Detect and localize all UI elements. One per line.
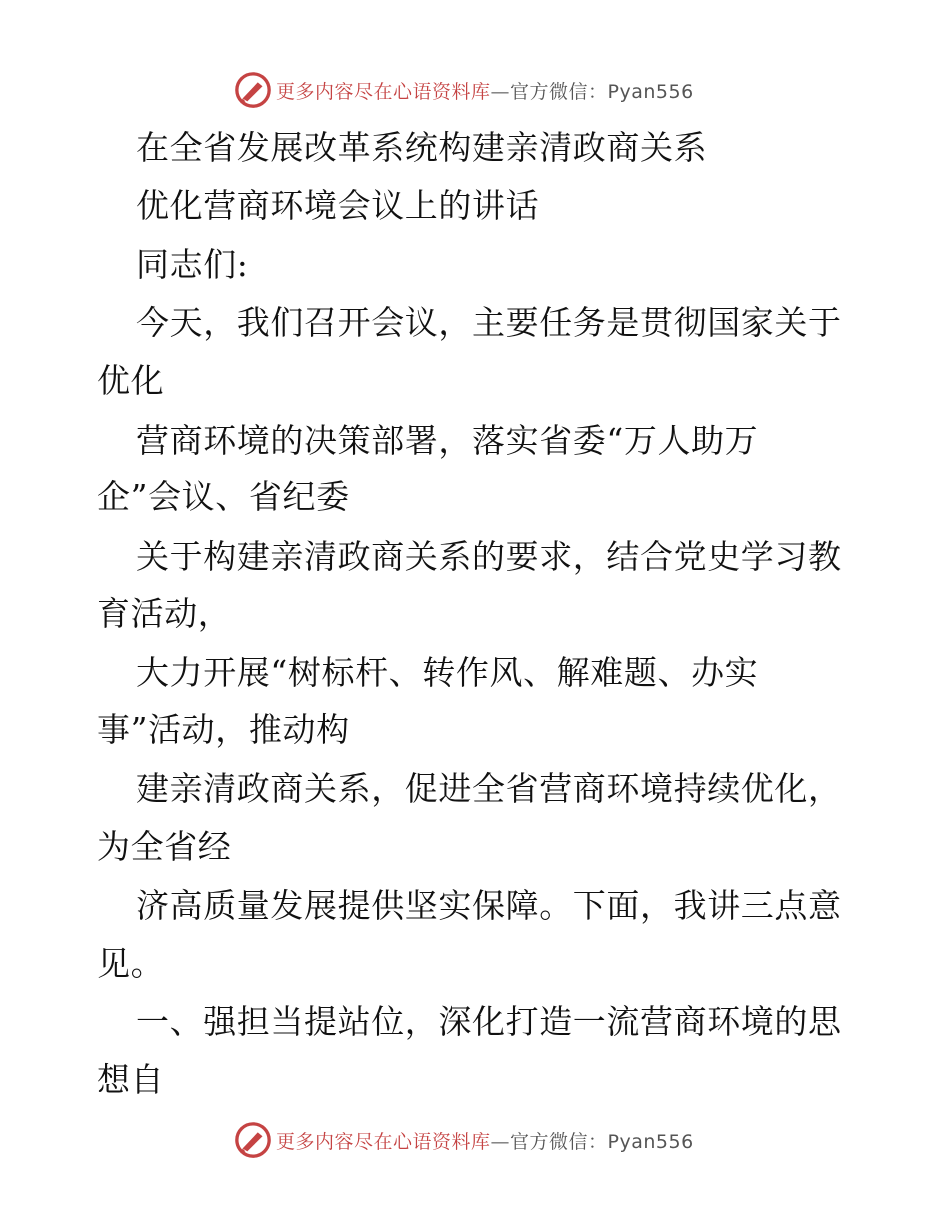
body-line: 关于构建亲清政商关系的要求，结合党史学习教 xyxy=(136,537,842,576)
body-line: 育活动， xyxy=(97,594,232,633)
title-line-2: 优化营商环境会议上的讲话 xyxy=(136,186,540,225)
body-line: 济高质量发展提供坚实保障。下面，我讲三点意 xyxy=(136,886,842,925)
watermark-text: 更多内容尽在心语资料库—官方微信：Pyan556 xyxy=(276,1130,694,1153)
body-line: 建亲清政商关系，促进全省营商环境持续优化， xyxy=(136,769,842,808)
salutation: 同志们: xyxy=(136,245,249,284)
title-line-1: 在全省发展改革系统构建亲清政商关系 xyxy=(136,128,708,167)
watermark-header xyxy=(234,70,714,110)
watermark-text: 更多内容尽在心语资料库—官方微信：Pyan556 xyxy=(276,80,694,103)
body-line: 今天，我们召开会议，主要任务是贯彻国家关于 xyxy=(136,303,842,342)
section-heading-line: 一、强担当提站位，深化打造一流营商环境的思 xyxy=(136,1002,842,1041)
watermark-footer xyxy=(234,1120,714,1160)
body-line: 优化 xyxy=(97,361,165,400)
body-line: 见。 xyxy=(97,944,165,983)
body-line: 为全省经 xyxy=(97,827,232,866)
section-heading-line: 想自 xyxy=(97,1060,165,1099)
pen-logo-icon xyxy=(234,1121,272,1159)
body-line: 大力开展“树标杆、转作风、解难题、办实 xyxy=(136,653,759,692)
body-line: 营商环境的决策部署，落实省委“万人助万 xyxy=(136,421,759,460)
pen-logo-icon xyxy=(234,71,272,109)
body-line: 企”会议、省纪委 xyxy=(97,477,350,516)
body-line: 事”活动，推动构 xyxy=(97,710,350,749)
